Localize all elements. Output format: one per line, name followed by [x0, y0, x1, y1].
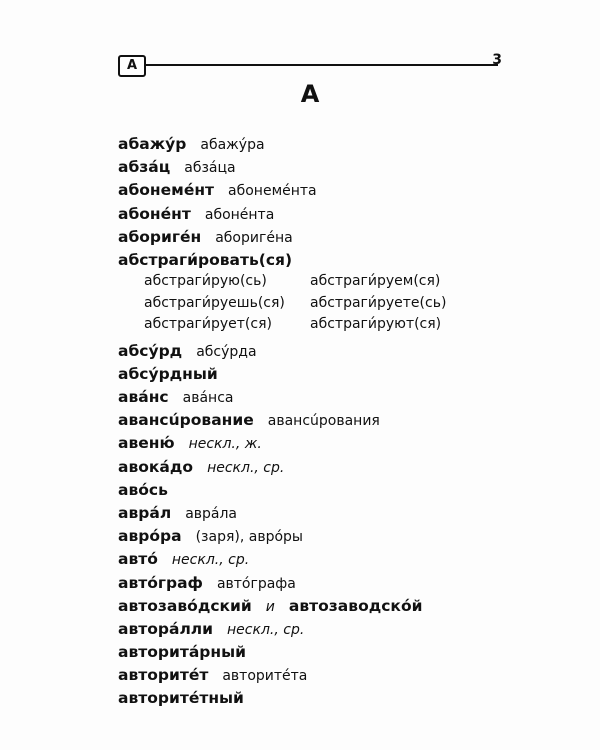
inflected-form: авторите́та [222, 668, 308, 685]
headword: абориге́н [118, 227, 202, 246]
list-item [118, 664, 538, 687]
list-item [118, 548, 538, 571]
list-item [118, 133, 538, 156]
conjugation-form: абстраги́руем(ся) [310, 273, 441, 290]
list-item [118, 432, 538, 455]
list-item [118, 595, 538, 618]
inflected-form: авра́ла [185, 505, 238, 522]
inflected-form: авто́графа [216, 575, 296, 592]
entry-list [118, 133, 538, 711]
headword: авра́л [118, 503, 172, 522]
headword: абажу́р [118, 135, 187, 153]
header-rule [118, 64, 498, 66]
headword: авансúрование [118, 411, 254, 430]
conjugation-form: абстраги́руют(ся) [310, 316, 442, 333]
headword: абоне́нт [118, 204, 191, 223]
conjugation-table [118, 271, 538, 336]
list-item [118, 363, 538, 386]
headword: авторите́тный [118, 689, 244, 708]
inflected-form: ава́нса [182, 390, 234, 406]
list-item [118, 572, 538, 595]
headword-variant: автозаводско́й [288, 596, 423, 615]
headword: ава́нс [118, 388, 169, 406]
headword: аво́сь [118, 480, 168, 499]
grammar-note: нескл., ж. [188, 436, 262, 453]
headword: абсу́рд [118, 341, 183, 360]
list-item [118, 409, 538, 432]
list-item [118, 226, 538, 249]
header-letter: А [118, 55, 146, 77]
headword: абсу́рдный [118, 364, 218, 383]
list-item [118, 687, 538, 710]
headword: авро́ра [118, 527, 182, 546]
list-item [118, 179, 538, 202]
page-number: 3 [492, 52, 502, 68]
inflected-form: авансúрования [267, 413, 380, 430]
list-item [118, 456, 538, 479]
list-item [118, 641, 538, 664]
inflected-form: абза́ца [184, 160, 236, 177]
conjugation-form: абстраги́руете(сь) [310, 294, 447, 311]
inflected-form: абонеме́нта [228, 183, 317, 200]
conjunction: и [265, 598, 275, 615]
inflected-form: (заря), авро́ры [195, 529, 303, 546]
headword: абонеме́нт [118, 181, 215, 200]
conjugation-form: абстраги́руешь(ся) [144, 294, 285, 311]
conjugation-form: абстраги́рую(сь) [144, 273, 267, 290]
list-item [118, 386, 538, 409]
list-item [118, 203, 538, 226]
conjugation-form: абстраги́рует(ся) [144, 316, 272, 333]
list-item [118, 340, 538, 363]
inflected-form: абоне́нта [204, 206, 275, 223]
headword: абза́ц [118, 158, 171, 177]
headword: автозаво́дский [118, 596, 252, 615]
headword: абстраги́ровать(ся) [118, 250, 293, 269]
list-item [118, 502, 538, 525]
grammar-note: нескл., ср. [227, 621, 305, 638]
inflected-form: абажу́ра [200, 137, 265, 153]
list-item [118, 479, 538, 502]
inflected-form: абориге́на [215, 229, 293, 246]
headword: автора́лли [118, 619, 214, 638]
list-item [118, 525, 538, 548]
headword: авока́до [118, 457, 194, 476]
grammar-note: нескл., ср. [171, 552, 250, 569]
headword: авторита́рный [118, 643, 246, 662]
inflected-form: абсу́рда [196, 343, 257, 360]
list-item [118, 156, 538, 179]
headword: авто́ [118, 550, 158, 569]
section-heading: А [300, 80, 320, 108]
list-item [118, 618, 538, 641]
headword: авеню́ [118, 434, 175, 453]
grammar-note: нескл., ср. [207, 459, 285, 476]
headword: авторите́т [118, 666, 209, 685]
list-item [118, 249, 538, 272]
headword: авто́граф [118, 573, 203, 592]
